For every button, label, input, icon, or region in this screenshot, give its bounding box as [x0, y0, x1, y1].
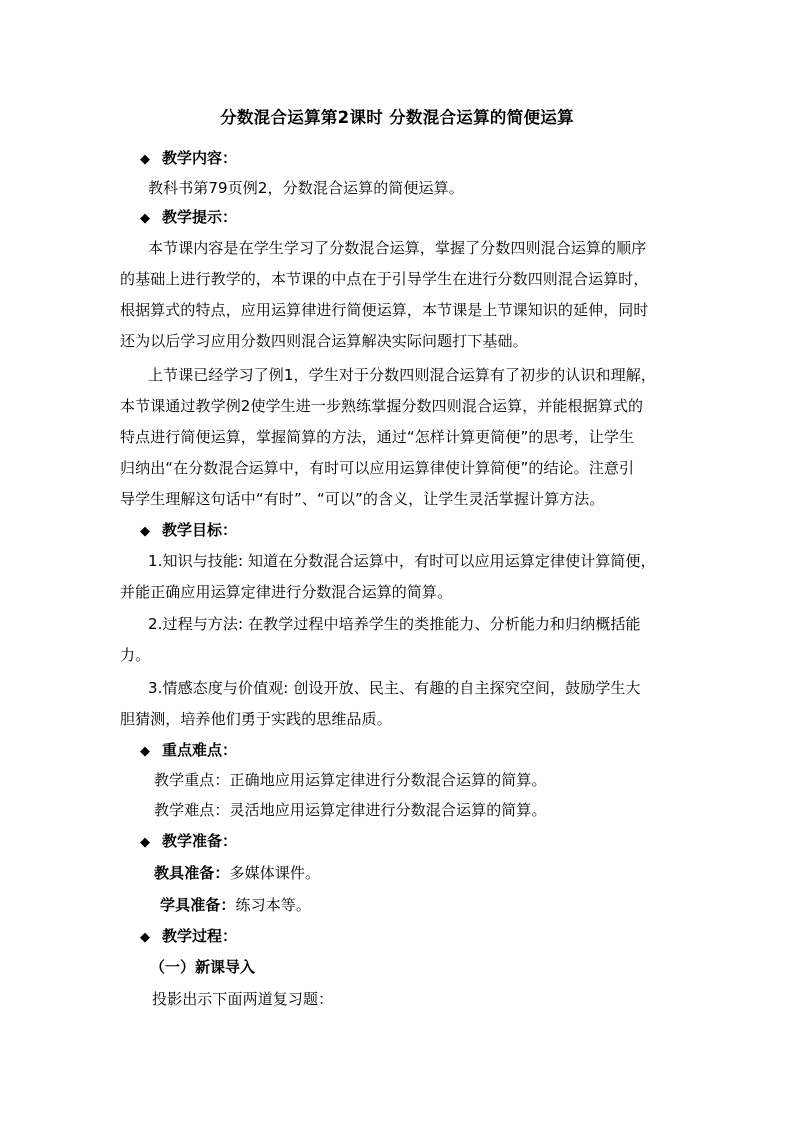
section-heading-tips: [140, 206, 237, 227]
process-text: 投影出示下面两道复习题：: [152, 990, 334, 1008]
prep-teacher-text: 多媒体课件。: [229, 864, 321, 882]
key-point: 教学重点：正确地应用运算定律进行分数混合运算的简算。: [154, 771, 547, 789]
content-text: 教科书第79页例2，分数混合运算的简便运算。: [148, 179, 464, 197]
diamond-bullet-icon: ◆: [140, 152, 150, 167]
diamond-bullet-icon: ◆: [140, 835, 150, 850]
paragraph-line: 本节课内容是在学生学习了分数混合运算，掌握了分数四则混合运算的顺序: [148, 239, 647, 257]
paragraph-line: 特点进行简便运算，掌握简算的方法，通过“怎样计算更简便”的思考，让学生: [120, 428, 635, 446]
difficult-point: 教学难点：灵活地应用运算定律进行分数混合运算的简算。: [154, 801, 547, 819]
heading-label: 教学目标：: [162, 521, 238, 539]
diamond-bullet-icon: ◆: [140, 744, 150, 759]
section-heading-content: [140, 147, 237, 168]
section-heading-key: [140, 739, 237, 760]
heading-label: 教学准备：: [162, 832, 238, 850]
heading-label: 重点难点：: [162, 741, 238, 759]
paragraph-line: 上节课已经学习了例1，学生对于分数四则混合运算有了初步的认识和理解，: [148, 366, 656, 384]
paragraph-line: 导学生理解这句话中“有时”、“可以”的含义，让学生灵活掌握计算方法。: [120, 490, 605, 508]
prep-student-label: 学具准备：: [160, 896, 236, 914]
heading-label: 教学内容：: [162, 149, 238, 167]
prep-teacher-label: 教具准备：: [154, 864, 230, 882]
paragraph-line: 根据算式的特点，应用运算律进行简便运算，本节课是上节课知识的延伸，同时: [120, 301, 649, 319]
section-heading-goals: [140, 519, 237, 540]
heading-label: 教学过程：: [162, 927, 238, 945]
paragraph-line: 还为以后学习应用分数四则混合运算解决实际问题打下基础。: [120, 332, 528, 350]
goal-line: 2.过程与方法: 在教学过程中培养学生的类推能力、分析能力和归纳概括能: [148, 615, 641, 633]
prep-student-text: 练习本等。: [235, 896, 312, 914]
paragraph-line: 归纳出“在分数混合运算中，有时可以应用运算律使计算简便”的结论。注意引: [120, 459, 635, 477]
section-heading-prep: [140, 830, 237, 851]
paragraph-line: 的基础上进行教学的，本节课的中点在于引导学生在进行分数四则混合运算时，: [120, 270, 649, 288]
section-heading-process: [140, 925, 237, 946]
heading-label: 教学提示：: [162, 208, 238, 226]
goal-line: 1.知识与技能: 知道在分数混合运算中，有时可以应用运算定律使计算简便，: [148, 552, 656, 570]
diamond-bullet-icon: ◆: [140, 524, 150, 539]
diamond-bullet-icon: ◆: [140, 930, 150, 945]
goal-line: 胆猜测，培养他们勇于实践的思维品质。: [120, 710, 392, 728]
prep-teacher: [154, 862, 320, 883]
document-title: 分数混合运算第2课时 分数混合运算的简便运算: [220, 108, 574, 127]
goal-line: 力。: [120, 646, 151, 664]
goal-line: 3.情感态度与价值观: 创设开放、民主、有趣的自主探究空间，鼓励学生大: [148, 679, 641, 697]
prep-student: [160, 894, 311, 915]
process-subheading: （一）新课导入: [150, 958, 256, 976]
diamond-bullet-icon: ◆: [140, 211, 150, 226]
goal-line: 并能正确应用运算定律进行分数混合运算的简算。: [120, 583, 453, 601]
paragraph-line: 本节课通过教学例2使学生进一步熟练掌握分数四则混合运算，并能根据算式的: [120, 397, 644, 415]
